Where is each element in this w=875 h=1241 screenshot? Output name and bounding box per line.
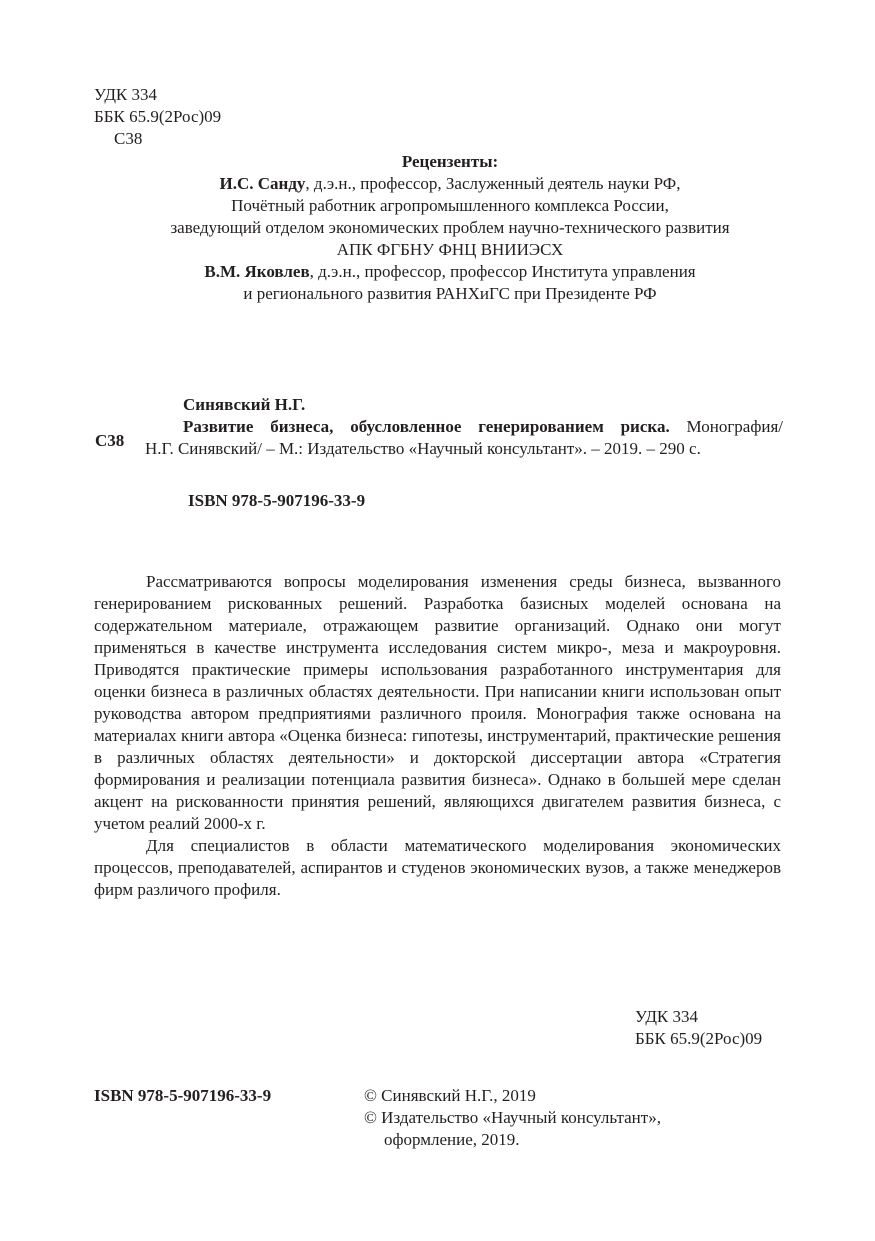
copyright-publisher: © Издательство «Научный консультант», [364,1108,661,1127]
bbk-code: ББК 65.9(2Рос)09 [94,107,222,126]
reviewer-2-title: , д.э.н., профессор, профессор Института управления [309,262,696,281]
author-mark: С38 [114,129,143,148]
udk-code-bottom: УДК 334 [635,1007,699,1026]
reviewer-2-line-1 [100,261,800,283]
reviewer-1-name: И.С. Санду [219,174,306,193]
isbn-record: ISBN 978-5-907196-33-9 [188,491,366,510]
book-imprint: Н.Г. Синявский/ – М.: Издательство «Научный консультант». – 2019. – 290 с. [145,439,701,458]
book-type: Монография/ [669,417,783,436]
abstract [94,571,781,901]
reviewer-1-title: , д.э.н., профессор, Заслуженный деятель науки РФ, [305,174,681,193]
book-title-line [183,416,783,438]
udk-top-block [94,84,221,150]
book-title: Развитие бизнеса, обусловленное генерированием риска. [183,417,670,436]
copyright-author: © Синявский Н.Г., 2019 [364,1086,536,1105]
abstract-paragraph-1: Рассматриваются вопросы моделирования изменения среды бизнеса, вызванного генерированием рискованных решений. Разработка базисных моделей основана на содержательном материале, отражающем развитие организаций. Однако они могут применяться в качестве инструмента исследования систем микро-, меза и макроуровня. Приводятся практические примеры использования разработанного инструментария для оценки бизнеса в различных областях деятельности. При написании книги использован опыт руководства автором предприятиями различного проиля. Монография также основана на материалах книги автора «Оценка бизнеса: гипотезы, инструментарий, практические решения в различных областях деятельности» и докторской диссертации автора «Стратегия формирования и реализации потенциала развития бизнеса». Однако в большей мере сделан акцент на рискованности принятия решений, являющихся двигателем развития бизнеса, с учетом реалий 2000-х г. [94,572,781,833]
reviewer-2-line-2: и регионального развития РАНХиГС при Президенте РФ [243,284,657,303]
copyright-block [364,1085,661,1151]
reviewers-block [100,151,800,305]
book-author: Синявский Н.Г. [183,395,306,414]
udk-bottom-block [635,1006,762,1050]
bibliography-mark: С38 [95,431,125,450]
copyright-design: оформление, 2019. [384,1130,520,1149]
udk-code: УДК 334 [94,85,158,104]
isbn-footer: ISBN 978-5-907196-33-9 [94,1086,272,1105]
reviewer-1-line-2: Почётный работник агропромышленного комплекса России, [231,196,669,215]
bbk-code-bottom: ББК 65.9(2Рос)09 [635,1029,763,1048]
abstract-paragraph-2: Для специалистов в области математического моделирования экономических процессов, преподавателей, аспирантов и студенов экономических вузов, а также менеджеров фирм различого профиля. [94,836,781,899]
reviewer-1-line-1 [100,173,800,195]
reviewer-1-line-4: АПК ФГБНУ ФНЦ ВНИИЭСХ [336,240,564,259]
reviewer-2-name: В.М. Яковлев [204,262,310,281]
reviewer-1-line-3: заведующий отделом экономических проблем научно-технического развития [170,218,730,237]
reviewers-heading: Рецензенты: [401,152,499,171]
